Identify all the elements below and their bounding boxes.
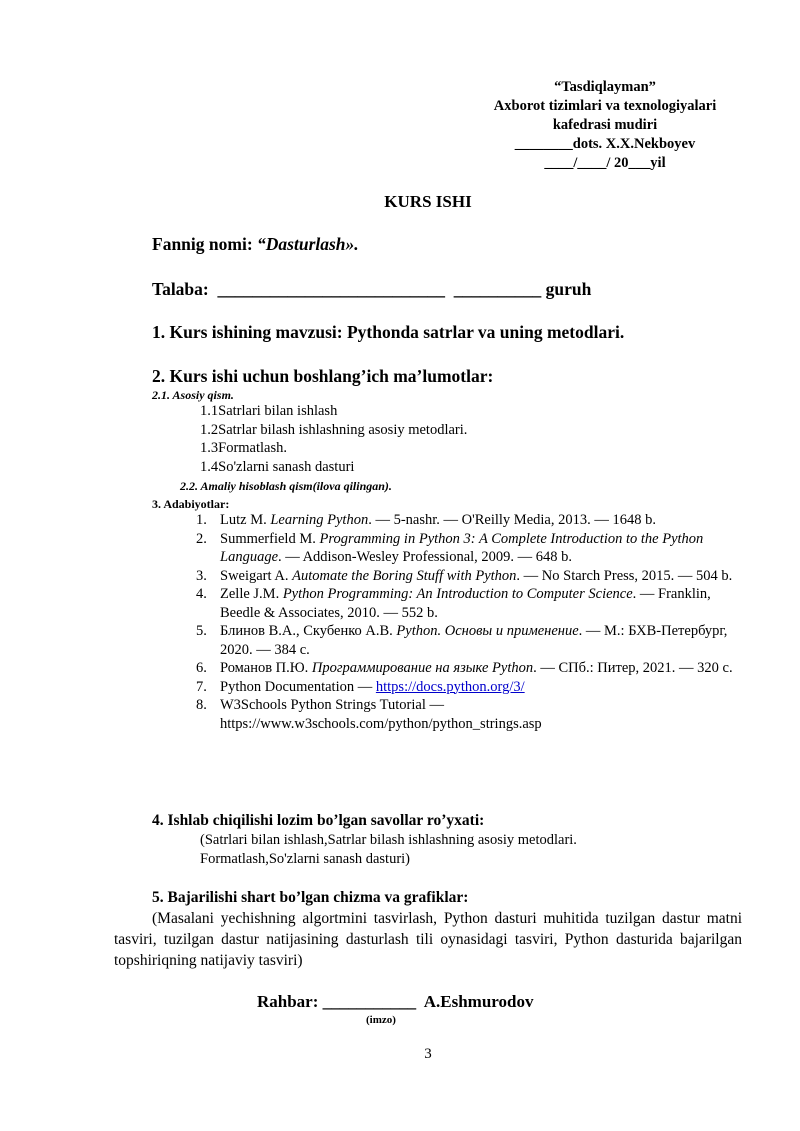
section-3-heading: 3. Adabiyotlar:	[152, 497, 230, 511]
subject-label: Fannig nomi:	[152, 234, 253, 254]
section-5-heading: 5. Bajarilishi shart bo’lgan chizma va grafiklar:	[152, 889, 469, 906]
student-line	[152, 279, 591, 300]
reference-publisher: . — No Starch Press, 2015. — 504 b.	[516, 567, 733, 584]
signature-line	[257, 992, 533, 1012]
subject-line	[152, 234, 359, 255]
group-label: guruh	[545, 279, 592, 299]
reference-title: Programming in Python 3: A Complete Introduction to the Python Language	[220, 530, 704, 565]
student-label: Talaba:	[152, 279, 209, 299]
supervisor-name: A.Eshmurodov	[423, 992, 534, 1011]
reference-number: 7.	[196, 678, 207, 695]
section-4-line-2: Formatlash,So'zlarni sanash dasturi)	[200, 851, 411, 867]
list-item: 1.3Formatlash.	[200, 440, 287, 456]
reference-author: Summerfield M.	[220, 530, 320, 547]
reference-author: Романов П.Ю.	[220, 660, 312, 676]
reference-item	[196, 659, 736, 678]
reference-item	[196, 622, 736, 659]
reference-item	[196, 585, 736, 622]
python-docs-link[interactable]: https://docs.python.org/3/	[375, 678, 525, 695]
reference-publisher: . — М.: БХВ-Петербург, 2020. — 384 с.	[220, 623, 728, 658]
approval-signer: ________dots. X.X.Nekboyev	[514, 136, 696, 152]
reference-item	[196, 678, 736, 697]
reference-author: Zelle J.M.	[220, 586, 283, 602]
approval-date: ____/____/ 20___yil	[544, 155, 666, 171]
reference-publisher: . — 5-nashr. — O'Reilly Media, 2013. — 1648 b.	[368, 512, 656, 528]
section-2-1-label: 2.1. Asosiy qism.	[152, 388, 234, 402]
section-1-topic: 1. Kurs ishining mavzusi: Pythonda satrlar va uning metodlari.	[152, 322, 625, 342]
reference-item	[196, 696, 736, 733]
reference-author: Python Documentation —	[220, 678, 376, 695]
approval-title: “Tasdiqlayman”	[554, 79, 656, 95]
reference-publisher: . — Franklin, Beedle & Associates, 2010. — 552 b.	[220, 586, 711, 621]
section-2-heading: 2. Kurs ishi uchun boshlang’ich ma’lumotlar:	[152, 366, 494, 386]
reference-author: Lutz M.	[220, 512, 271, 528]
reference-number: 6.	[196, 660, 207, 676]
section-4-heading: 4. Ishlab chiqilishi lozim bo’lgan savollar ro’yxati:	[152, 812, 485, 829]
reference-number: 2.	[196, 530, 207, 547]
reference-number: 4.	[196, 586, 207, 602]
references-list	[196, 511, 736, 733]
reference-number: 5.	[196, 623, 207, 639]
reference-publisher: . — Addison-Wesley Professional, 2009. — 648 b.	[278, 549, 573, 565]
subject-value: “Dasturlash».	[257, 234, 359, 254]
approval-block	[470, 78, 740, 173]
reference-title: Программирование на языке Python	[311, 660, 534, 676]
signature-label: Rahbar:	[257, 992, 319, 1011]
reference-item	[196, 530, 736, 567]
reference-author: Блинов В.А., Скубенко А.В.	[220, 623, 397, 639]
student-name-blank: __________________________	[217, 279, 445, 299]
page-number: 3	[424, 1046, 432, 1062]
reference-title: Learning Python	[270, 512, 369, 528]
approval-role: kafedrasi mudiri	[552, 117, 658, 133]
section-2-2-label: 2.2. Amaliy hisoblash qism(ilova qilingan).	[180, 479, 392, 493]
reference-number: 3.	[196, 567, 207, 584]
reference-title: Python. Основы и применение	[396, 623, 579, 639]
reference-publisher: . — СПб.: Питер, 2021. — 320 с.	[533, 660, 733, 676]
page-title: KURS ISHI	[384, 192, 472, 211]
list-item: 1.1Satrlari bilan ishlash	[200, 403, 338, 419]
section-4-line-1: (Satrlari bilan ishlash,Satrlar bilash ishlashning asosiy metodlari.	[200, 832, 577, 848]
signature-note: (imzo)	[366, 1014, 396, 1026]
approval-department: Axborot tizimlari va texnologiyalari	[493, 98, 717, 114]
reference-item	[196, 511, 736, 530]
reference-item	[196, 567, 736, 586]
section-5-body: (Masalani yechishning algortmini tasvirlash, Python dasturi muhitida tuzilgan dastur matni tasviri, tuzilgan dastur natijasining dasturlash tili oynasidagi tasviri, Python dasturida bajarilgan topshiriqning natijaviy tasviri)	[114, 910, 742, 969]
reference-title: Automate the Boring Stuff with Python	[292, 567, 517, 584]
reference-text: W3Schools Python Strings Tutorial — https://www.w3schools.com/python/python_strings.asp	[220, 697, 542, 732]
reference-author: Sweigart A.	[220, 567, 293, 584]
list-item: 1.4So'zlarni sanash dasturi	[200, 459, 355, 475]
reference-number: 1.	[196, 512, 207, 528]
reference-number: 8.	[196, 697, 207, 713]
reference-title: Python Programming: An Introduction to Computer Science	[282, 586, 633, 602]
list-item: 1.2Satrlar bilash ishlashning asosiy metodlari.	[200, 422, 468, 438]
signature-blank: ___________	[322, 992, 417, 1011]
section-5-text	[114, 908, 742, 971]
group-blank: __________	[453, 279, 542, 299]
